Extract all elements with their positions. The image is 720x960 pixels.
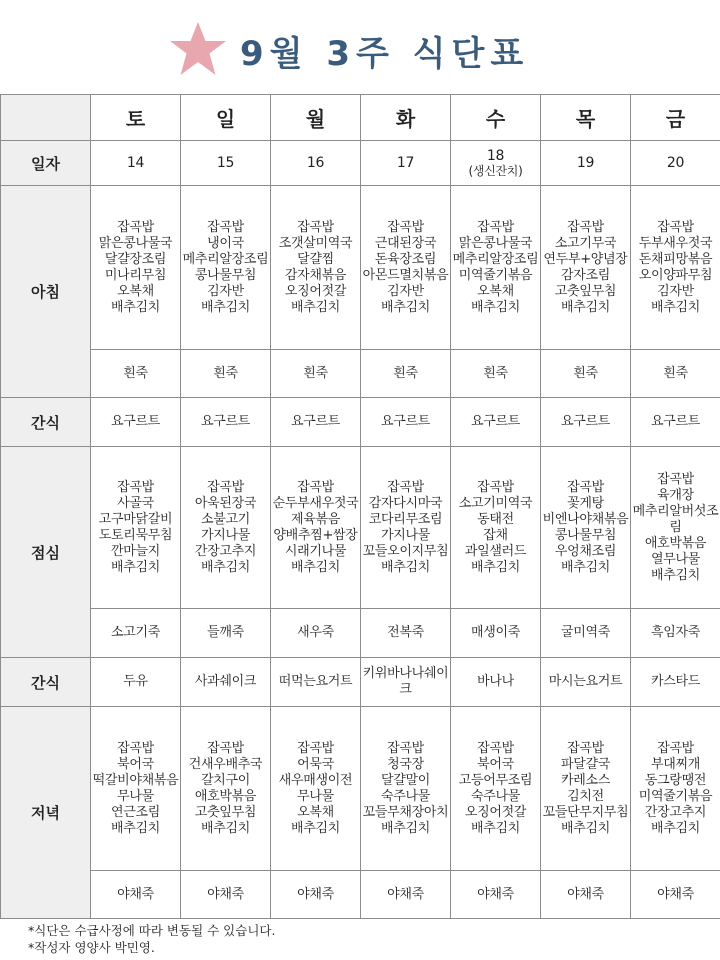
dish-item: 배추김치	[380, 820, 431, 836]
dish-item: 잡곡밥	[567, 740, 604, 756]
row-label-breakfast: 아침	[1, 186, 91, 398]
dish-item: 배추김치	[650, 299, 701, 315]
date-cell: 16	[271, 141, 361, 186]
dish-item: 김자반	[657, 283, 694, 299]
breakfast-cell	[91, 186, 181, 350]
dish-item: 감자다시마국	[368, 495, 443, 511]
footer-note: *식단은 수급사정에 따라 변동될 수 있습니다.	[28, 923, 276, 938]
dish-item: 배추김치	[650, 820, 701, 836]
dish-item: 배추김치	[560, 820, 611, 836]
dish-item: 잡곡밥	[387, 740, 424, 756]
dish-item: 잡곡밥	[477, 479, 514, 495]
dish-item: 맑은콩나물국	[98, 235, 173, 251]
dish-item: 잡곡밥	[567, 479, 604, 495]
dish-item: 메추리알장조림	[182, 251, 269, 267]
dish-item: 메추리알장조림	[452, 251, 539, 267]
dish-item: 배추김치	[110, 820, 161, 836]
dish-item: 깐마늘지	[110, 543, 161, 559]
meal-table	[0, 94, 720, 919]
porridge-cell: 야채죽	[451, 871, 541, 919]
porridge-cell: 야채죽	[181, 871, 271, 919]
dish-item: 냉이국	[207, 235, 244, 251]
dish-item: 숙주나물	[380, 788, 431, 804]
dish-item: 맑은콩나물국	[458, 235, 533, 251]
porridge-cell: 야채죽	[631, 871, 720, 919]
dish-item: 배추김치	[290, 559, 341, 575]
dish-item: 어묵국	[297, 756, 334, 772]
dish-item: 감자채볶음	[284, 267, 347, 283]
porridge-cell: 매생이죽	[451, 609, 541, 658]
porridge-cell: 새우죽	[271, 609, 361, 658]
dish-item: 메추리알버섯조림	[632, 503, 719, 535]
dish-item: 가지나물	[380, 527, 431, 543]
dish-item: 오복채	[297, 804, 334, 820]
dish-item: 무나물	[117, 788, 154, 804]
snack-cell: 바나나	[451, 658, 541, 707]
row-label-date: 일자	[1, 141, 91, 186]
porridge-cell: 흰죽	[181, 350, 271, 398]
dish-item: 동태전	[477, 511, 514, 527]
dish-item: 아욱된장국	[194, 495, 257, 511]
dish-item: 근대된장국	[374, 235, 437, 251]
dish-item: 떡갈비야채볶음	[92, 772, 179, 788]
lunch-cell	[361, 447, 451, 609]
dish-item: 배추김치	[470, 820, 521, 836]
dinner-cell	[361, 707, 451, 871]
day-header: 일	[181, 95, 271, 141]
porridge-cell: 전복죽	[361, 609, 451, 658]
dish-item: 달걀찜	[297, 251, 334, 267]
dish-item: 시래기나물	[284, 543, 347, 559]
dish-item: 연두부+양념장	[543, 251, 628, 267]
dish-item: 배추김치	[380, 559, 431, 575]
breakfast-cell	[451, 186, 541, 350]
dish-item: 오복채	[117, 283, 154, 299]
dish-item: 잡곡밥	[387, 219, 424, 235]
dish-item: 북어국	[117, 756, 154, 772]
porridge-cell: 야채죽	[91, 871, 181, 919]
snack-cell: 요구르트	[541, 398, 631, 447]
porridge-cell: 흰죽	[631, 350, 720, 398]
lunch-cell	[631, 447, 720, 609]
snack-cell: 사과쉐이크	[181, 658, 271, 707]
day-header: 화	[361, 95, 451, 141]
dinner-porridge-row	[1, 871, 720, 919]
dish-item: 무나물	[297, 788, 334, 804]
porridge-cell: 흑임자죽	[631, 609, 720, 658]
dish-item: 고춧잎무침	[554, 283, 617, 299]
day-header: 월	[271, 95, 361, 141]
dish-item: 도토리묵무침	[98, 527, 173, 543]
breakfast-cell	[631, 186, 720, 350]
dish-item: 꼬들오이지무침	[362, 543, 449, 559]
dish-item: 배추김치	[110, 559, 161, 575]
dish-item: 김자반	[207, 283, 244, 299]
lunch-cell	[91, 447, 181, 609]
dish-item: 잡곡밥	[477, 219, 514, 235]
snack1-row	[1, 398, 720, 447]
snack-cell: 키위바나나쉐이크	[361, 658, 451, 707]
snack-cell: 요구르트	[451, 398, 541, 447]
lunch-cell	[271, 447, 361, 609]
row-label-snack: 간식	[1, 398, 91, 447]
dish-item: 잡곡밥	[117, 219, 154, 235]
dinner-cell	[451, 707, 541, 871]
dish-item: 미역줄기볶음	[638, 788, 713, 804]
dish-item: 소고기미역국	[458, 495, 533, 511]
snack-cell: 떠먹는요거트	[271, 658, 361, 707]
dish-item: 배추김치	[470, 299, 521, 315]
dish-item: 과일샐러드	[464, 543, 527, 559]
footer-notes	[28, 922, 275, 956]
dinner-cell	[271, 707, 361, 871]
porridge-cell: 야채죽	[541, 871, 631, 919]
snack-cell: 요구르트	[361, 398, 451, 447]
dish-item: 순두부새우젓국	[272, 495, 359, 511]
dish-item: 고춧잎무침	[194, 804, 257, 820]
porridge-cell: 굴미역죽	[541, 609, 631, 658]
dish-item: 비엔나야채볶음	[542, 511, 629, 527]
date-note: (생신잔치)	[468, 164, 523, 178]
dish-item: 감자조림	[560, 267, 611, 283]
dish-item: 열무나물	[650, 551, 701, 567]
dish-item: 간장고추지	[194, 543, 257, 559]
row-label-dinner: 저녁	[1, 707, 91, 919]
dish-item: 배추김치	[110, 299, 161, 315]
dish-item: 우엉채조림	[554, 543, 617, 559]
breakfast-porridge-row	[1, 350, 720, 398]
dish-item: 육개장	[657, 487, 694, 503]
dish-item: 제육볶음	[290, 511, 341, 527]
dish-item: 잡곡밥	[207, 479, 244, 495]
dish-item: 잡채	[483, 527, 508, 543]
dish-item: 콩나물무침	[554, 527, 617, 543]
dish-item: 배추김치	[650, 567, 701, 583]
dinner-cell	[541, 707, 631, 871]
dish-item: 가지나물	[200, 527, 251, 543]
footer-note: *작성자 영양사 박민영.	[28, 940, 155, 955]
porridge-cell: 흰죽	[91, 350, 181, 398]
dish-item: 조갯살미역국	[278, 235, 353, 251]
dish-item: 잡곡밥	[387, 479, 424, 495]
dish-item: 꽃게탕	[567, 495, 604, 511]
dish-item: 오이양파무침	[638, 267, 713, 283]
breakfast-cell	[271, 186, 361, 350]
dish-item: 잡곡밥	[207, 740, 244, 756]
dish-item: 갈치구이	[200, 772, 251, 788]
dish-item: 양배추찜+쌈장	[273, 527, 358, 543]
dish-item: 콩나물무침	[194, 267, 257, 283]
dish-item: 오복채	[477, 283, 514, 299]
date-number: 18	[486, 148, 505, 164]
dish-item: 배추김치	[560, 559, 611, 575]
dinner-cell	[91, 707, 181, 871]
snack-cell: 요구르트	[181, 398, 271, 447]
snack-cell: 요구르트	[631, 398, 720, 447]
breakfast-cell	[541, 186, 631, 350]
dish-item: 배추김치	[560, 299, 611, 315]
day-header: 목	[541, 95, 631, 141]
dish-item: 배추김치	[200, 820, 251, 836]
dinner-cell	[631, 707, 720, 871]
dish-item: 파달걀국	[560, 756, 611, 772]
dish-item: 연근조림	[110, 804, 161, 820]
porridge-cell: 들깨죽	[181, 609, 271, 658]
porridge-cell: 흰죽	[451, 350, 541, 398]
dish-item: 카레소스	[560, 772, 611, 788]
dish-item: 미나리무침	[104, 267, 167, 283]
dish-item: 꼬들단무지무침	[542, 804, 629, 820]
date-cell: 14	[91, 141, 181, 186]
snack-cell: 카스타드	[631, 658, 720, 707]
dish-item: 배추김치	[380, 299, 431, 315]
dish-item: 애호박볶음	[644, 535, 707, 551]
dish-item: 오징어젓갈	[464, 804, 527, 820]
breakfast-row	[1, 186, 720, 350]
dish-item: 잡곡밥	[207, 219, 244, 235]
dish-item: 두부새우젓국	[638, 235, 713, 251]
porridge-cell: 흰죽	[541, 350, 631, 398]
breakfast-cell	[181, 186, 271, 350]
lunch-row	[1, 447, 720, 609]
lunch-cell	[451, 447, 541, 609]
dish-item: 잡곡밥	[297, 740, 334, 756]
dish-item: 잡곡밥	[657, 219, 694, 235]
dish-item: 배추김치	[200, 299, 251, 315]
snack-cell: 요구르트	[271, 398, 361, 447]
star-icon	[168, 20, 228, 78]
dish-item: 부대찌개	[650, 756, 701, 772]
dish-item: 청국장	[387, 756, 424, 772]
porridge-cell: 소고기죽	[91, 609, 181, 658]
dish-item: 달걀말이	[380, 772, 431, 788]
day-header-row	[1, 95, 720, 141]
date-row	[1, 141, 720, 186]
date-cell	[451, 141, 541, 186]
dish-item: 잡곡밥	[567, 219, 604, 235]
dish-item: 오징어젓갈	[284, 283, 347, 299]
dish-item: 잡곡밥	[657, 740, 694, 756]
dish-item: 배추김치	[290, 299, 341, 315]
dish-item: 간장고추지	[644, 804, 707, 820]
snack-cell: 요구르트	[91, 398, 181, 447]
dish-item: 아몬드멸치볶음	[362, 267, 449, 283]
title-area	[0, 0, 720, 94]
dish-item: 코다리무조림	[368, 511, 443, 527]
dish-item: 소불고기	[200, 511, 251, 527]
snack-cell: 마시는요거트	[541, 658, 631, 707]
dish-item: 고등어무조림	[458, 772, 533, 788]
dish-item: 배추김치	[290, 820, 341, 836]
dish-item: 돈채피망볶음	[638, 251, 713, 267]
dish-item: 배추김치	[200, 559, 251, 575]
day-header: 수	[451, 95, 541, 141]
dish-item: 잡곡밥	[657, 471, 694, 487]
dish-item: 소고기무국	[554, 235, 617, 251]
dish-item: 애호박볶음	[194, 788, 257, 804]
dish-item: 사골국	[117, 495, 154, 511]
dish-item: 달걀장조림	[104, 251, 167, 267]
dish-item: 돈육장조림	[374, 251, 437, 267]
row-label-lunch: 점심	[1, 447, 91, 658]
date-cell: 15	[181, 141, 271, 186]
dish-item: 김치전	[567, 788, 604, 804]
dish-item: 새우매생이전	[278, 772, 353, 788]
dish-item: 잡곡밥	[117, 740, 154, 756]
snack2-row	[1, 658, 720, 707]
date-cell: 17	[361, 141, 451, 186]
day-header: 금	[631, 95, 720, 141]
lunch-cell	[181, 447, 271, 609]
dish-item: 잡곡밥	[297, 479, 334, 495]
dish-item: 미역줄기볶음	[458, 267, 533, 283]
lunch-porridge-row	[1, 609, 720, 658]
dish-item: 김자반	[387, 283, 424, 299]
dish-item: 잡곡밥	[297, 219, 334, 235]
page-title: 9월 3주 식단표	[240, 34, 530, 74]
dish-item: 북어국	[477, 756, 514, 772]
dish-item: 숙주나물	[470, 788, 521, 804]
date-cell: 20	[631, 141, 720, 186]
dish-item: 고구마닭갈비	[98, 511, 173, 527]
dinner-row	[1, 707, 720, 871]
dish-item: 동그랑땡전	[644, 772, 707, 788]
dish-item: 꼬들무채장아치	[362, 804, 449, 820]
row-label-snack: 간식	[1, 658, 91, 707]
day-header: 토	[91, 95, 181, 141]
dish-item: 건새우배추국	[188, 756, 263, 772]
porridge-cell: 야채죽	[361, 871, 451, 919]
dish-item: 배추김치	[470, 559, 521, 575]
date-cell: 19	[541, 141, 631, 186]
dish-item: 잡곡밥	[477, 740, 514, 756]
lunch-cell	[541, 447, 631, 609]
dinner-cell	[181, 707, 271, 871]
porridge-cell: 흰죽	[271, 350, 361, 398]
corner-cell	[1, 95, 91, 141]
porridge-cell: 야채죽	[271, 871, 361, 919]
porridge-cell: 흰죽	[361, 350, 451, 398]
breakfast-cell	[361, 186, 451, 350]
dish-item: 잡곡밥	[117, 479, 154, 495]
snack-cell: 두유	[91, 658, 181, 707]
